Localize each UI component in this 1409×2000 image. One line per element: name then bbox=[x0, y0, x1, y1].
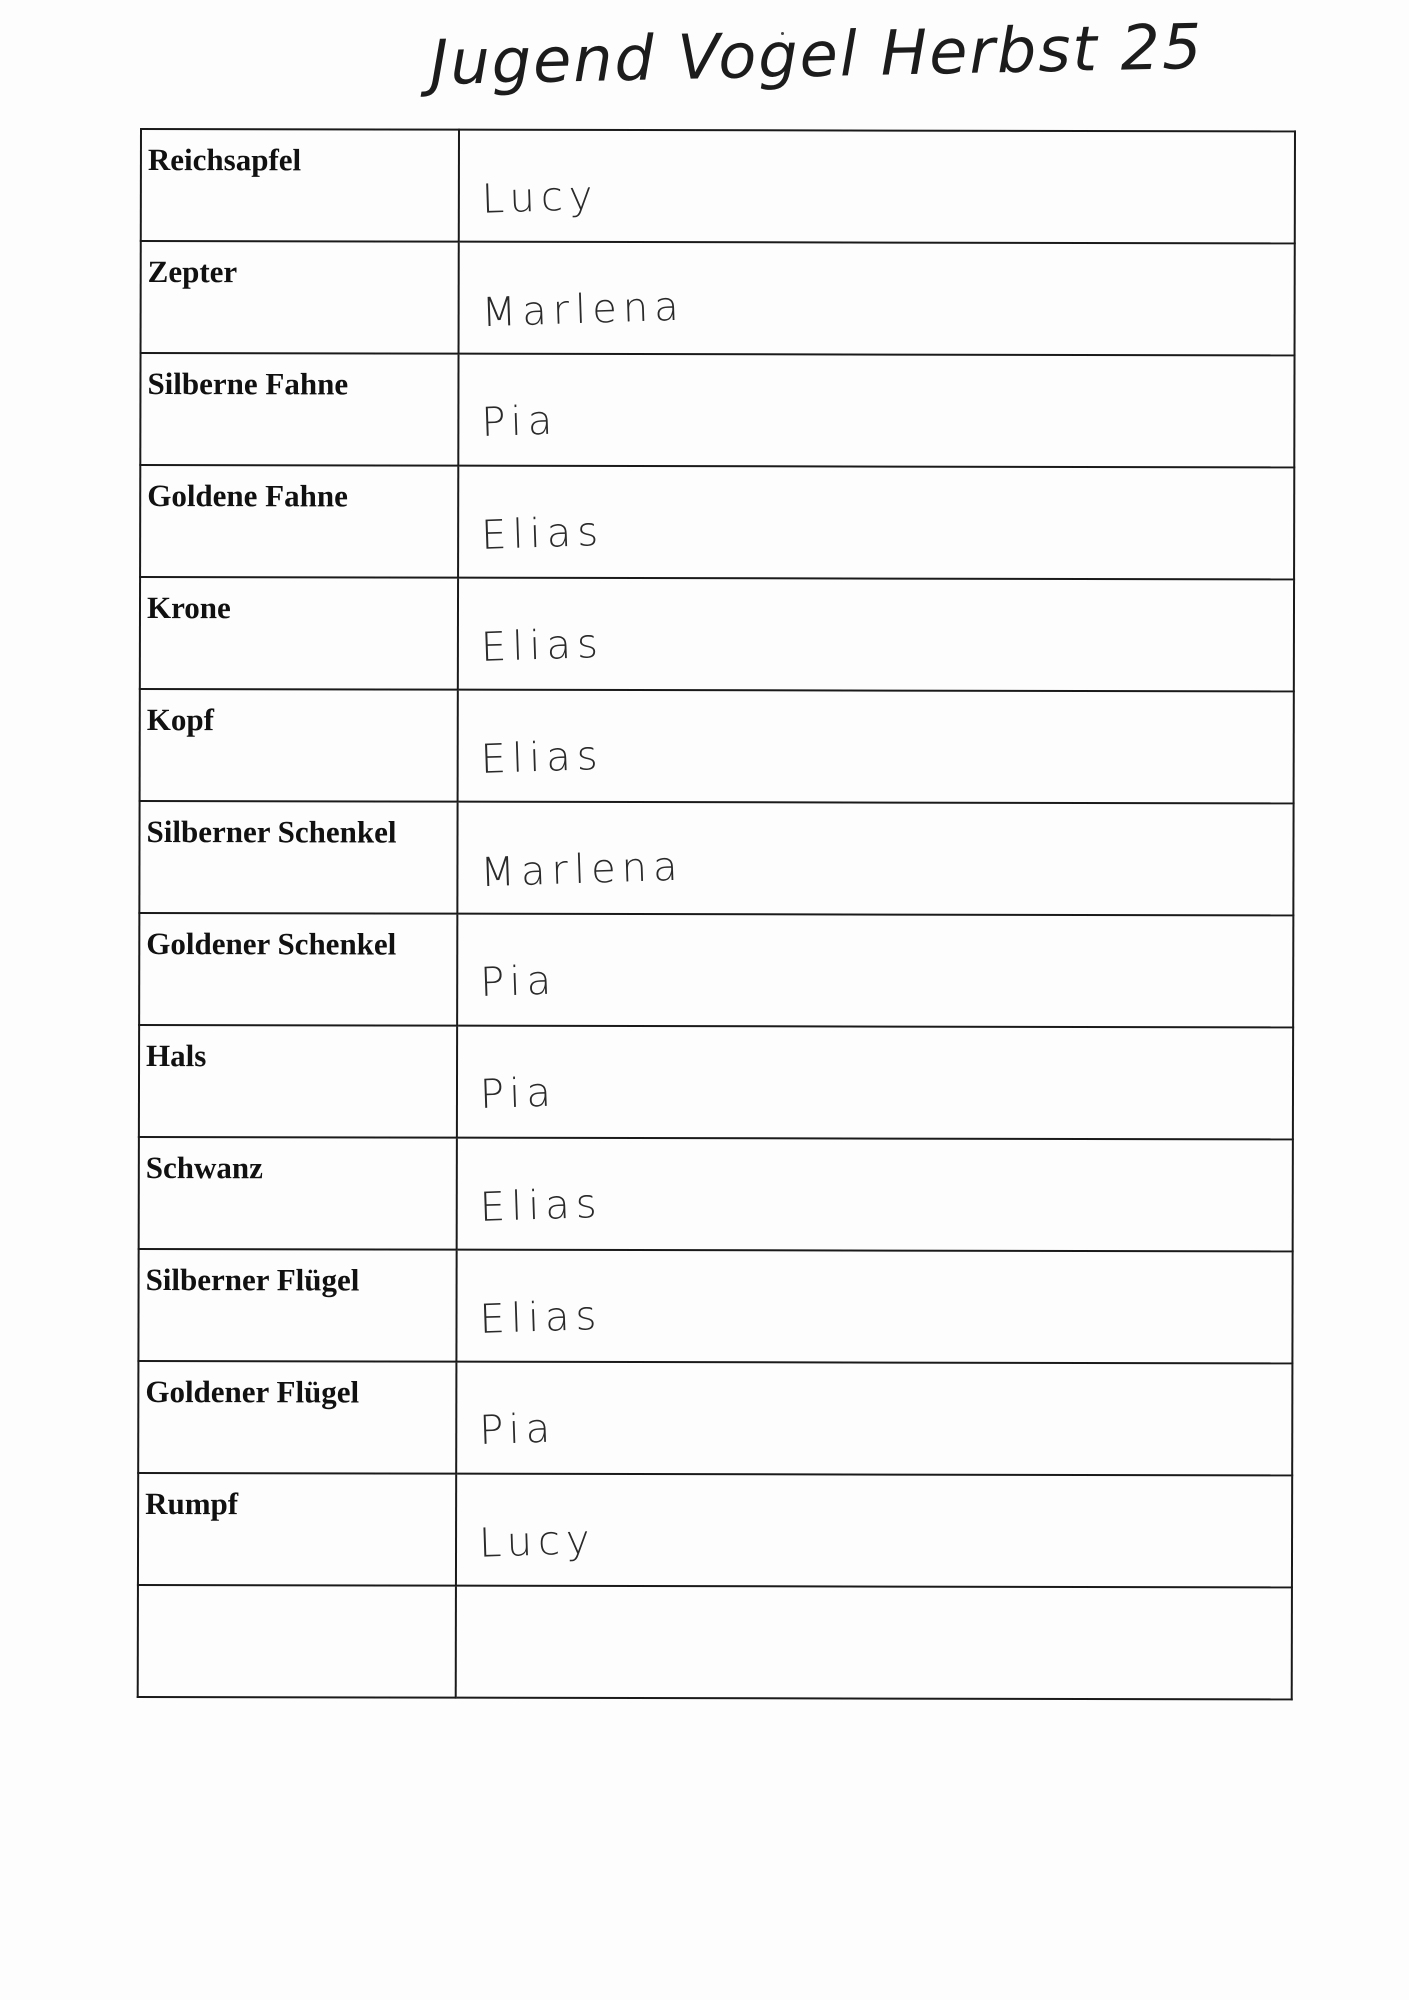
row-label: Goldene Fahne bbox=[147, 478, 348, 514]
handwritten-title: Jugend Vogel Herbst 25 bbox=[429, 9, 1205, 100]
table-row bbox=[139, 1025, 1293, 1139]
row-label: Rumpf bbox=[145, 1486, 239, 1522]
row-label: Silberner Flügel bbox=[145, 1262, 360, 1298]
row-label-cell bbox=[141, 129, 459, 242]
row-label-cell bbox=[139, 1025, 457, 1138]
table-row bbox=[139, 913, 1293, 1027]
handwritten-name: Marlena bbox=[479, 843, 685, 897]
row-label: Kopf bbox=[146, 702, 214, 738]
row-name-cell bbox=[459, 242, 1295, 356]
row-name-cell bbox=[458, 690, 1294, 804]
row-label: Goldener Flügel bbox=[145, 1374, 360, 1410]
handwritten-name: Marlena bbox=[480, 283, 686, 337]
handwritten-name: Lucy bbox=[478, 1516, 597, 1567]
row-label: Hals bbox=[146, 1038, 207, 1074]
handwritten-name: Lucy bbox=[481, 172, 600, 223]
row-name-cell bbox=[456, 1362, 1292, 1476]
row-label-cell bbox=[138, 1585, 456, 1698]
table-row bbox=[141, 241, 1295, 355]
table-row bbox=[138, 1249, 1292, 1363]
row-name-cell bbox=[458, 466, 1294, 580]
table-row bbox=[140, 465, 1294, 579]
row-label: Reichsapfel bbox=[147, 142, 302, 178]
handwritten-name: Elias bbox=[480, 508, 605, 559]
row-name-cell bbox=[457, 802, 1293, 916]
row-label-cell bbox=[139, 913, 457, 1026]
row-label-cell bbox=[141, 241, 459, 354]
row-name-cell bbox=[458, 578, 1294, 692]
row-name-cell bbox=[457, 1026, 1293, 1140]
row-label: Zepter bbox=[147, 254, 238, 290]
row-label-cell bbox=[139, 801, 457, 914]
handwritten-name: Elias bbox=[478, 1292, 604, 1343]
row-label-cell bbox=[138, 1249, 456, 1362]
table-row bbox=[138, 1361, 1292, 1475]
handwritten-name: Pia bbox=[478, 1405, 557, 1455]
table-row bbox=[140, 577, 1294, 691]
row-name-cell bbox=[457, 1138, 1293, 1252]
table-row-empty bbox=[138, 1585, 1292, 1699]
table-row bbox=[140, 689, 1294, 803]
table-row bbox=[139, 1137, 1293, 1251]
handwritten-name: Pia bbox=[479, 957, 558, 1007]
row-name-cell bbox=[456, 1474, 1292, 1588]
handwritten-name: Elias bbox=[480, 620, 605, 671]
assignment-table bbox=[137, 128, 1296, 1700]
row-label-cell bbox=[138, 1473, 456, 1586]
handwritten-name: Pia bbox=[480, 397, 559, 447]
row-label-cell bbox=[140, 465, 458, 578]
row-label: Silberne Fahne bbox=[147, 366, 349, 402]
row-label bbox=[139, 1586, 455, 1595]
handwritten-name: Pia bbox=[479, 1069, 558, 1119]
row-label: Schwanz bbox=[145, 1150, 263, 1186]
row-label-cell bbox=[139, 1137, 457, 1250]
row-label: Krone bbox=[146, 590, 231, 626]
table-row bbox=[141, 129, 1295, 243]
handwritten-name: Elias bbox=[479, 1180, 604, 1231]
row-name-cell bbox=[457, 914, 1293, 1028]
row-name-cell bbox=[456, 1250, 1292, 1364]
handwritten-name: Elias bbox=[479, 732, 605, 783]
row-label-cell bbox=[140, 353, 458, 466]
table-row bbox=[138, 1473, 1292, 1587]
table-row bbox=[140, 353, 1294, 467]
row-label: Silberner Schenkel bbox=[146, 814, 397, 850]
table-row bbox=[139, 801, 1293, 915]
row-label-cell bbox=[140, 689, 458, 802]
row-label-cell bbox=[140, 577, 458, 690]
row-label: Goldener Schenkel bbox=[146, 926, 397, 962]
row-name-cell bbox=[458, 354, 1294, 468]
row-name-cell bbox=[456, 1586, 1292, 1700]
row-name-cell bbox=[459, 130, 1295, 244]
row-label-cell bbox=[138, 1361, 456, 1474]
